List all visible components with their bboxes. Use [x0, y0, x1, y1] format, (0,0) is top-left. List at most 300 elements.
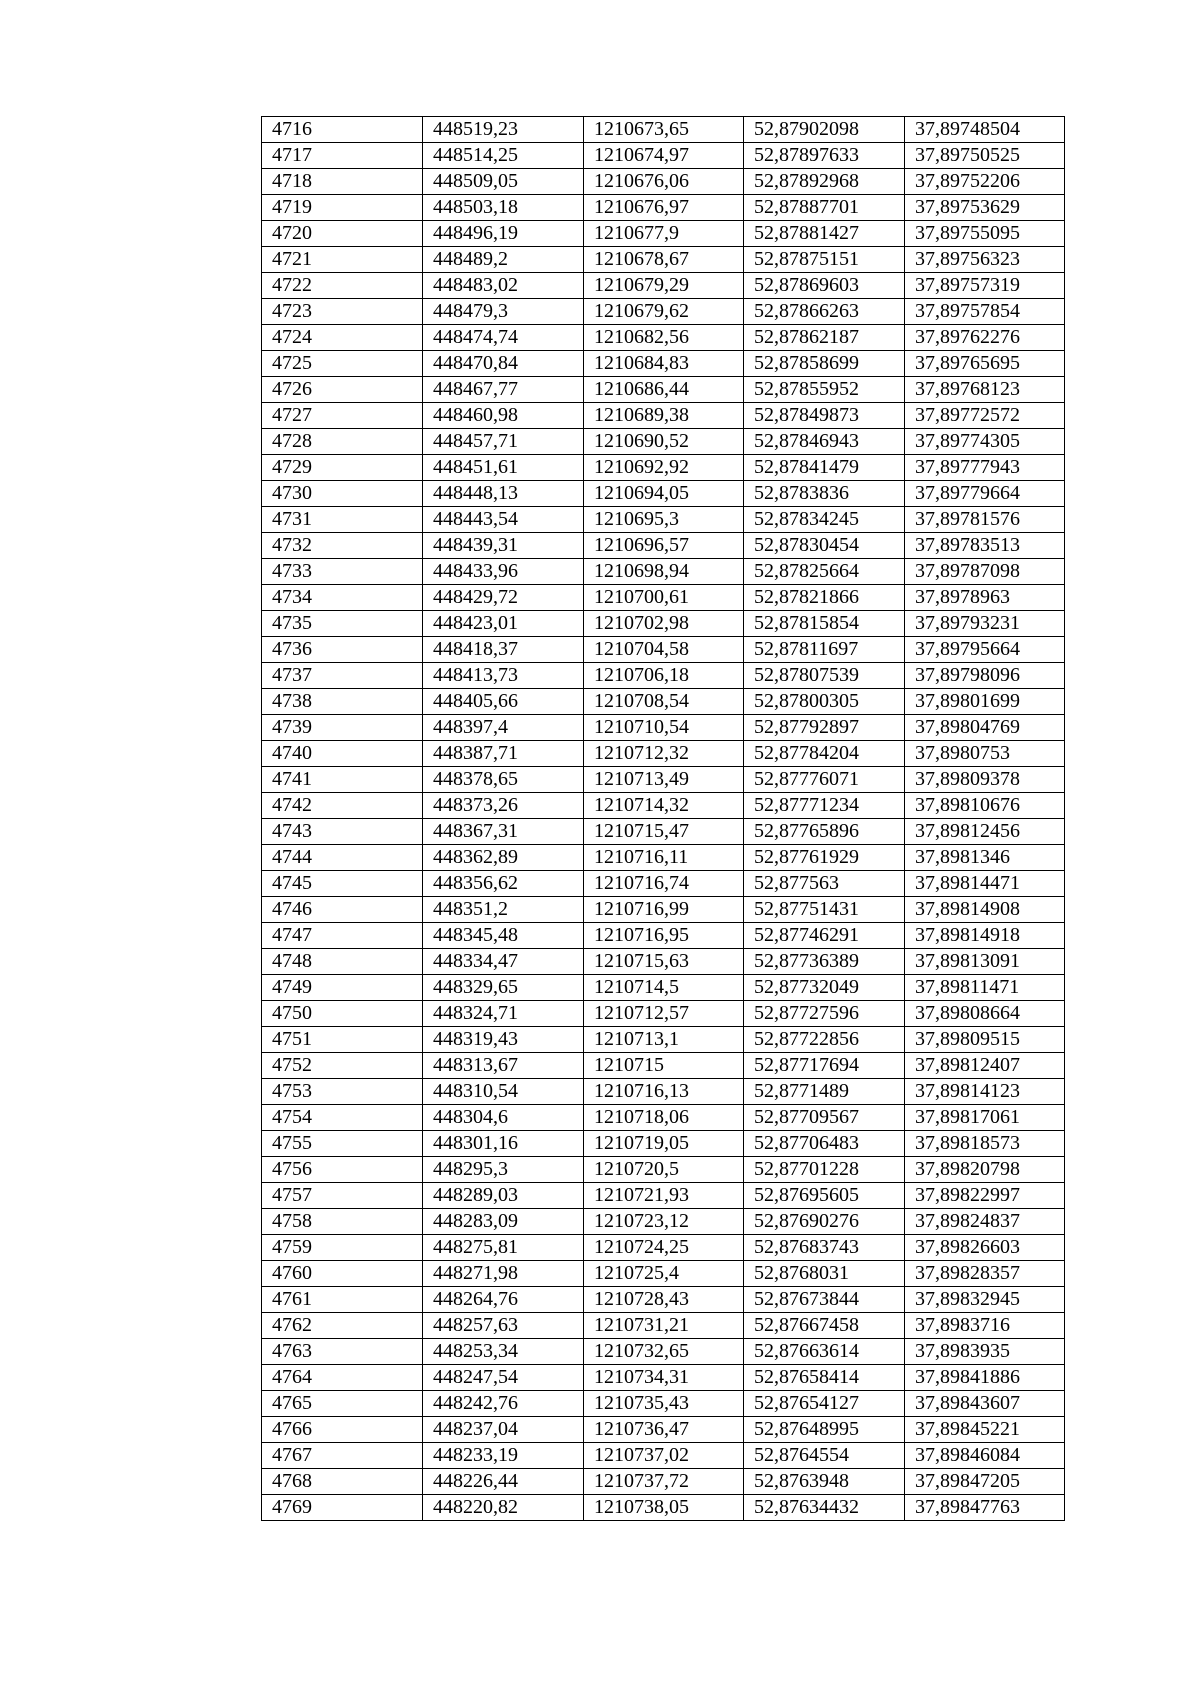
- latitude-cell: 52,87821866: [744, 585, 905, 611]
- table-row: [262, 1157, 1065, 1183]
- point-number-cell: 4730: [262, 481, 423, 507]
- latitude-cell: 52,87683743: [744, 1235, 905, 1261]
- table-row: [262, 1469, 1065, 1495]
- table-row: [262, 221, 1065, 247]
- y-coordinate-cell: 1210718,06: [584, 1105, 744, 1131]
- table-row: [262, 585, 1065, 611]
- latitude-cell: 52,87771234: [744, 793, 905, 819]
- y-coordinate-cell: 1210708,54: [584, 689, 744, 715]
- table-row: [262, 975, 1065, 1001]
- longitude-cell: 37,89777943: [905, 455, 1065, 481]
- point-number-cell: 4748: [262, 949, 423, 975]
- y-coordinate-cell: 1210684,83: [584, 351, 744, 377]
- x-coordinate-cell: 448448,13: [423, 481, 584, 507]
- point-number-cell: 4747: [262, 923, 423, 949]
- latitude-cell: 52,87690276: [744, 1209, 905, 1235]
- x-coordinate-cell: 448319,43: [423, 1027, 584, 1053]
- point-number-cell: 4740: [262, 741, 423, 767]
- point-number-cell: 4727: [262, 403, 423, 429]
- x-coordinate-cell: 448295,3: [423, 1157, 584, 1183]
- x-coordinate-cell: 448496,19: [423, 221, 584, 247]
- latitude-cell: 52,87701228: [744, 1157, 905, 1183]
- table-row: [262, 247, 1065, 273]
- x-coordinate-cell: 448460,98: [423, 403, 584, 429]
- x-coordinate-cell: 448362,89: [423, 845, 584, 871]
- y-coordinate-cell: 1210692,92: [584, 455, 744, 481]
- table-row: [262, 1027, 1065, 1053]
- point-number-cell: 4746: [262, 897, 423, 923]
- longitude-cell: 37,89847205: [905, 1469, 1065, 1495]
- x-coordinate-cell: 448334,47: [423, 949, 584, 975]
- latitude-cell: 52,8768031: [744, 1261, 905, 1287]
- point-number-cell: 4720: [262, 221, 423, 247]
- longitude-cell: 37,89822997: [905, 1183, 1065, 1209]
- y-coordinate-cell: 1210698,94: [584, 559, 744, 585]
- latitude-cell: 52,87902098: [744, 117, 905, 143]
- point-number-cell: 4749: [262, 975, 423, 1001]
- point-number-cell: 4762: [262, 1313, 423, 1339]
- y-coordinate-cell: 1210690,52: [584, 429, 744, 455]
- y-coordinate-cell: 1210702,98: [584, 611, 744, 637]
- x-coordinate-cell: 448253,34: [423, 1339, 584, 1365]
- point-number-cell: 4721: [262, 247, 423, 273]
- x-coordinate-cell: 448457,71: [423, 429, 584, 455]
- x-coordinate-cell: 448351,2: [423, 897, 584, 923]
- x-coordinate-cell: 448289,03: [423, 1183, 584, 1209]
- point-number-cell: 4759: [262, 1235, 423, 1261]
- longitude-cell: 37,89814123: [905, 1079, 1065, 1105]
- table-row: [262, 767, 1065, 793]
- y-coordinate-cell: 1210706,18: [584, 663, 744, 689]
- x-coordinate-cell: 448367,31: [423, 819, 584, 845]
- point-number-cell: 4743: [262, 819, 423, 845]
- y-coordinate-cell: 1210716,95: [584, 923, 744, 949]
- table-row: [262, 403, 1065, 429]
- y-coordinate-cell: 1210714,32: [584, 793, 744, 819]
- y-coordinate-cell: 1210695,3: [584, 507, 744, 533]
- y-coordinate-cell: 1210736,47: [584, 1417, 744, 1443]
- point-number-cell: 4745: [262, 871, 423, 897]
- longitude-cell: 37,89811471: [905, 975, 1065, 1001]
- point-number-cell: 4732: [262, 533, 423, 559]
- x-coordinate-cell: 448433,96: [423, 559, 584, 585]
- table-row: [262, 507, 1065, 533]
- point-number-cell: 4718: [262, 169, 423, 195]
- y-coordinate-cell: 1210686,44: [584, 377, 744, 403]
- x-coordinate-cell: 448514,25: [423, 143, 584, 169]
- point-number-cell: 4756: [262, 1157, 423, 1183]
- table-row: [262, 1235, 1065, 1261]
- longitude-cell: 37,89824837: [905, 1209, 1065, 1235]
- y-coordinate-cell: 1210715,63: [584, 949, 744, 975]
- x-coordinate-cell: 448519,23: [423, 117, 584, 143]
- point-number-cell: 4741: [262, 767, 423, 793]
- latitude-cell: 52,87862187: [744, 325, 905, 351]
- x-coordinate-cell: 448329,65: [423, 975, 584, 1001]
- longitude-cell: 37,89798096: [905, 663, 1065, 689]
- longitude-cell: 37,89783513: [905, 533, 1065, 559]
- x-coordinate-cell: 448264,76: [423, 1287, 584, 1313]
- point-number-cell: 4729: [262, 455, 423, 481]
- latitude-cell: 52,87746291: [744, 923, 905, 949]
- x-coordinate-cell: 448301,16: [423, 1131, 584, 1157]
- point-number-cell: 4744: [262, 845, 423, 871]
- latitude-cell: 52,87634432: [744, 1495, 905, 1521]
- table-row: [262, 845, 1065, 871]
- table-row: [262, 741, 1065, 767]
- table-row: [262, 1079, 1065, 1105]
- latitude-cell: 52,87811697: [744, 637, 905, 663]
- latitude-cell: 52,87695605: [744, 1183, 905, 1209]
- x-coordinate-cell: 448242,76: [423, 1391, 584, 1417]
- longitude-cell: 37,89847763: [905, 1495, 1065, 1521]
- y-coordinate-cell: 1210679,62: [584, 299, 744, 325]
- x-coordinate-cell: 448479,3: [423, 299, 584, 325]
- table-row: [262, 273, 1065, 299]
- table-row: [262, 429, 1065, 455]
- x-coordinate-cell: 448226,44: [423, 1469, 584, 1495]
- latitude-cell: 52,87658414: [744, 1365, 905, 1391]
- x-coordinate-cell: 448467,77: [423, 377, 584, 403]
- y-coordinate-cell: 1210678,67: [584, 247, 744, 273]
- latitude-cell: 52,87667458: [744, 1313, 905, 1339]
- y-coordinate-cell: 1210738,05: [584, 1495, 744, 1521]
- y-coordinate-cell: 1210679,29: [584, 273, 744, 299]
- latitude-cell: 52,87875151: [744, 247, 905, 273]
- table-row: [262, 377, 1065, 403]
- point-number-cell: 4716: [262, 117, 423, 143]
- longitude-cell: 37,89809515: [905, 1027, 1065, 1053]
- point-number-cell: 4733: [262, 559, 423, 585]
- longitude-cell: 37,89768123: [905, 377, 1065, 403]
- latitude-cell: 52,87648995: [744, 1417, 905, 1443]
- table-row: [262, 611, 1065, 637]
- latitude-cell: 52,87866263: [744, 299, 905, 325]
- point-number-cell: 4722: [262, 273, 423, 299]
- y-coordinate-cell: 1210682,56: [584, 325, 744, 351]
- point-number-cell: 4725: [262, 351, 423, 377]
- point-number-cell: 4767: [262, 1443, 423, 1469]
- x-coordinate-cell: 448439,31: [423, 533, 584, 559]
- latitude-cell: 52,8783836: [744, 481, 905, 507]
- y-coordinate-cell: 1210724,25: [584, 1235, 744, 1261]
- longitude-cell: 37,89755095: [905, 221, 1065, 247]
- latitude-cell: 52,87869603: [744, 273, 905, 299]
- longitude-cell: 37,89750525: [905, 143, 1065, 169]
- x-coordinate-cell: 448443,54: [423, 507, 584, 533]
- point-number-cell: 4757: [262, 1183, 423, 1209]
- longitude-cell: 37,89781576: [905, 507, 1065, 533]
- x-coordinate-cell: 448313,67: [423, 1053, 584, 1079]
- y-coordinate-cell: 1210715: [584, 1053, 744, 1079]
- table-row: [262, 637, 1065, 663]
- longitude-cell: 37,89808664: [905, 1001, 1065, 1027]
- point-number-cell: 4769: [262, 1495, 423, 1521]
- table-row: [262, 663, 1065, 689]
- longitude-cell: 37,89809378: [905, 767, 1065, 793]
- latitude-cell: 52,87673844: [744, 1287, 905, 1313]
- table-row: [262, 455, 1065, 481]
- table-row: [262, 819, 1065, 845]
- latitude-cell: 52,87776071: [744, 767, 905, 793]
- longitude-cell: 37,89812407: [905, 1053, 1065, 1079]
- x-coordinate-cell: 448373,26: [423, 793, 584, 819]
- y-coordinate-cell: 1210716,74: [584, 871, 744, 897]
- longitude-cell: 37,89826603: [905, 1235, 1065, 1261]
- y-coordinate-cell: 1210677,9: [584, 221, 744, 247]
- table-row: [262, 143, 1065, 169]
- point-number-cell: 4719: [262, 195, 423, 221]
- point-number-cell: 4735: [262, 611, 423, 637]
- x-coordinate-cell: 448271,98: [423, 1261, 584, 1287]
- table-row: [262, 117, 1065, 143]
- latitude-cell: 52,87855952: [744, 377, 905, 403]
- longitude-cell: 37,89757854: [905, 299, 1065, 325]
- longitude-cell: 37,89774305: [905, 429, 1065, 455]
- longitude-cell: 37,89752206: [905, 169, 1065, 195]
- table-row: [262, 299, 1065, 325]
- y-coordinate-cell: 1210712,57: [584, 1001, 744, 1027]
- y-coordinate-cell: 1210689,38: [584, 403, 744, 429]
- table-row: [262, 715, 1065, 741]
- y-coordinate-cell: 1210732,65: [584, 1339, 744, 1365]
- y-coordinate-cell: 1210704,58: [584, 637, 744, 663]
- y-coordinate-cell: 1210723,12: [584, 1209, 744, 1235]
- longitude-cell: 37,89820798: [905, 1157, 1065, 1183]
- point-number-cell: 4751: [262, 1027, 423, 1053]
- y-coordinate-cell: 1210710,54: [584, 715, 744, 741]
- point-number-cell: 4758: [262, 1209, 423, 1235]
- x-coordinate-cell: 448397,4: [423, 715, 584, 741]
- latitude-cell: 52,8763948: [744, 1469, 905, 1495]
- longitude-cell: 37,89765695: [905, 351, 1065, 377]
- table-row: [262, 559, 1065, 585]
- point-number-cell: 4738: [262, 689, 423, 715]
- latitude-cell: 52,87663614: [744, 1339, 905, 1365]
- latitude-cell: 52,87736389: [744, 949, 905, 975]
- y-coordinate-cell: 1210714,5: [584, 975, 744, 1001]
- latitude-cell: 52,87830454: [744, 533, 905, 559]
- x-coordinate-cell: 448310,54: [423, 1079, 584, 1105]
- table-row: [262, 871, 1065, 897]
- y-coordinate-cell: 1210716,13: [584, 1079, 744, 1105]
- table-row: [262, 325, 1065, 351]
- latitude-cell: 52,87717694: [744, 1053, 905, 1079]
- latitude-cell: 52,87706483: [744, 1131, 905, 1157]
- point-number-cell: 4761: [262, 1287, 423, 1313]
- latitude-cell: 52,87858699: [744, 351, 905, 377]
- table-row: [262, 897, 1065, 923]
- x-coordinate-cell: 448418,37: [423, 637, 584, 663]
- y-coordinate-cell: 1210720,5: [584, 1157, 744, 1183]
- longitude-cell: 37,89814918: [905, 923, 1065, 949]
- table-row: [262, 195, 1065, 221]
- x-coordinate-cell: 448356,62: [423, 871, 584, 897]
- point-number-cell: 4731: [262, 507, 423, 533]
- longitude-cell: 37,8980753: [905, 741, 1065, 767]
- y-coordinate-cell: 1210719,05: [584, 1131, 744, 1157]
- table-row: [262, 1339, 1065, 1365]
- table-row: [262, 1313, 1065, 1339]
- point-number-cell: 4764: [262, 1365, 423, 1391]
- point-number-cell: 4763: [262, 1339, 423, 1365]
- point-number-cell: 4754: [262, 1105, 423, 1131]
- x-coordinate-cell: 448509,05: [423, 169, 584, 195]
- point-number-cell: 4752: [262, 1053, 423, 1079]
- x-coordinate-cell: 448470,84: [423, 351, 584, 377]
- x-coordinate-cell: 448378,65: [423, 767, 584, 793]
- latitude-cell: 52,877563: [744, 871, 905, 897]
- y-coordinate-cell: 1210716,11: [584, 845, 744, 871]
- latitude-cell: 52,87887701: [744, 195, 905, 221]
- x-coordinate-cell: 448489,2: [423, 247, 584, 273]
- longitude-cell: 37,89845221: [905, 1417, 1065, 1443]
- table-row: [262, 1261, 1065, 1287]
- latitude-cell: 52,87815854: [744, 611, 905, 637]
- longitude-cell: 37,89795664: [905, 637, 1065, 663]
- table-row: [262, 1365, 1065, 1391]
- y-coordinate-cell: 1210728,43: [584, 1287, 744, 1313]
- y-coordinate-cell: 1210673,65: [584, 117, 744, 143]
- latitude-cell: 52,87800305: [744, 689, 905, 715]
- x-coordinate-cell: 448405,66: [423, 689, 584, 715]
- point-number-cell: 4728: [262, 429, 423, 455]
- point-number-cell: 4755: [262, 1131, 423, 1157]
- point-number-cell: 4717: [262, 143, 423, 169]
- x-coordinate-cell: 448324,71: [423, 1001, 584, 1027]
- latitude-cell: 52,87846943: [744, 429, 905, 455]
- x-coordinate-cell: 448283,09: [423, 1209, 584, 1235]
- y-coordinate-cell: 1210731,21: [584, 1313, 744, 1339]
- longitude-cell: 37,89748504: [905, 117, 1065, 143]
- x-coordinate-cell: 448429,72: [423, 585, 584, 611]
- point-number-cell: 4765: [262, 1391, 423, 1417]
- point-number-cell: 4739: [262, 715, 423, 741]
- longitude-cell: 37,89814471: [905, 871, 1065, 897]
- y-coordinate-cell: 1210713,49: [584, 767, 744, 793]
- y-coordinate-cell: 1210715,47: [584, 819, 744, 845]
- y-coordinate-cell: 1210674,97: [584, 143, 744, 169]
- latitude-cell: 52,87784204: [744, 741, 905, 767]
- table-row: [262, 1209, 1065, 1235]
- point-number-cell: 4737: [262, 663, 423, 689]
- longitude-cell: 37,89813091: [905, 949, 1065, 975]
- longitude-cell: 37,89756323: [905, 247, 1065, 273]
- y-coordinate-cell: 1210676,06: [584, 169, 744, 195]
- table-row: [262, 1183, 1065, 1209]
- table-row: [262, 169, 1065, 195]
- longitude-cell: 37,89817061: [905, 1105, 1065, 1131]
- x-coordinate-cell: 448413,73: [423, 663, 584, 689]
- y-coordinate-cell: 1210694,05: [584, 481, 744, 507]
- table-row: [262, 1001, 1065, 1027]
- table-row: [262, 793, 1065, 819]
- longitude-cell: 37,8981346: [905, 845, 1065, 871]
- x-coordinate-cell: 448483,02: [423, 273, 584, 299]
- latitude-cell: 52,87792897: [744, 715, 905, 741]
- table-row: [262, 1287, 1065, 1313]
- x-coordinate-cell: 448233,19: [423, 1443, 584, 1469]
- latitude-cell: 52,87892968: [744, 169, 905, 195]
- longitude-cell: 37,89843607: [905, 1391, 1065, 1417]
- y-coordinate-cell: 1210713,1: [584, 1027, 744, 1053]
- latitude-cell: 52,8764554: [744, 1443, 905, 1469]
- y-coordinate-cell: 1210725,4: [584, 1261, 744, 1287]
- longitude-cell: 37,89818573: [905, 1131, 1065, 1157]
- x-coordinate-cell: 448451,61: [423, 455, 584, 481]
- coordinates-table-body: [262, 117, 1065, 1521]
- point-number-cell: 4768: [262, 1469, 423, 1495]
- longitude-cell: 37,8978963: [905, 585, 1065, 611]
- latitude-cell: 52,87825664: [744, 559, 905, 585]
- x-coordinate-cell: 448257,63: [423, 1313, 584, 1339]
- longitude-cell: 37,89787098: [905, 559, 1065, 585]
- latitude-cell: 52,87761929: [744, 845, 905, 871]
- latitude-cell: 52,8771489: [744, 1079, 905, 1105]
- longitude-cell: 37,8983716: [905, 1313, 1065, 1339]
- latitude-cell: 52,87881427: [744, 221, 905, 247]
- table-row: [262, 1053, 1065, 1079]
- y-coordinate-cell: 1210716,99: [584, 897, 744, 923]
- table-row: [262, 1105, 1065, 1131]
- point-number-cell: 4723: [262, 299, 423, 325]
- latitude-cell: 52,87722856: [744, 1027, 905, 1053]
- point-number-cell: 4753: [262, 1079, 423, 1105]
- latitude-cell: 52,87654127: [744, 1391, 905, 1417]
- table-row: [262, 689, 1065, 715]
- longitude-cell: 37,89828357: [905, 1261, 1065, 1287]
- latitude-cell: 52,87751431: [744, 897, 905, 923]
- longitude-cell: 37,89804769: [905, 715, 1065, 741]
- table-row: [262, 923, 1065, 949]
- y-coordinate-cell: 1210676,97: [584, 195, 744, 221]
- longitude-cell: 37,8983935: [905, 1339, 1065, 1365]
- table-row: [262, 1495, 1065, 1521]
- x-coordinate-cell: 448247,54: [423, 1365, 584, 1391]
- longitude-cell: 37,89812456: [905, 819, 1065, 845]
- latitude-cell: 52,87807539: [744, 663, 905, 689]
- point-number-cell: 4766: [262, 1417, 423, 1443]
- table-row: [262, 1417, 1065, 1443]
- longitude-cell: 37,89846084: [905, 1443, 1065, 1469]
- longitude-cell: 37,89793231: [905, 611, 1065, 637]
- point-number-cell: 4750: [262, 1001, 423, 1027]
- latitude-cell: 52,87727596: [744, 1001, 905, 1027]
- latitude-cell: 52,87732049: [744, 975, 905, 1001]
- x-coordinate-cell: 448304,6: [423, 1105, 584, 1131]
- latitude-cell: 52,87841479: [744, 455, 905, 481]
- point-number-cell: 4734: [262, 585, 423, 611]
- longitude-cell: 37,89801699: [905, 689, 1065, 715]
- longitude-cell: 37,89772572: [905, 403, 1065, 429]
- point-number-cell: 4742: [262, 793, 423, 819]
- x-coordinate-cell: 448387,71: [423, 741, 584, 767]
- y-coordinate-cell: 1210737,72: [584, 1469, 744, 1495]
- y-coordinate-cell: 1210700,61: [584, 585, 744, 611]
- longitude-cell: 37,89814908: [905, 897, 1065, 923]
- x-coordinate-cell: 448345,48: [423, 923, 584, 949]
- longitude-cell: 37,89757319: [905, 273, 1065, 299]
- x-coordinate-cell: 448423,01: [423, 611, 584, 637]
- y-coordinate-cell: 1210721,93: [584, 1183, 744, 1209]
- y-coordinate-cell: 1210735,43: [584, 1391, 744, 1417]
- x-coordinate-cell: 448503,18: [423, 195, 584, 221]
- latitude-cell: 52,87709567: [744, 1105, 905, 1131]
- point-number-cell: 4760: [262, 1261, 423, 1287]
- point-number-cell: 4736: [262, 637, 423, 663]
- latitude-cell: 52,87765896: [744, 819, 905, 845]
- latitude-cell: 52,87897633: [744, 143, 905, 169]
